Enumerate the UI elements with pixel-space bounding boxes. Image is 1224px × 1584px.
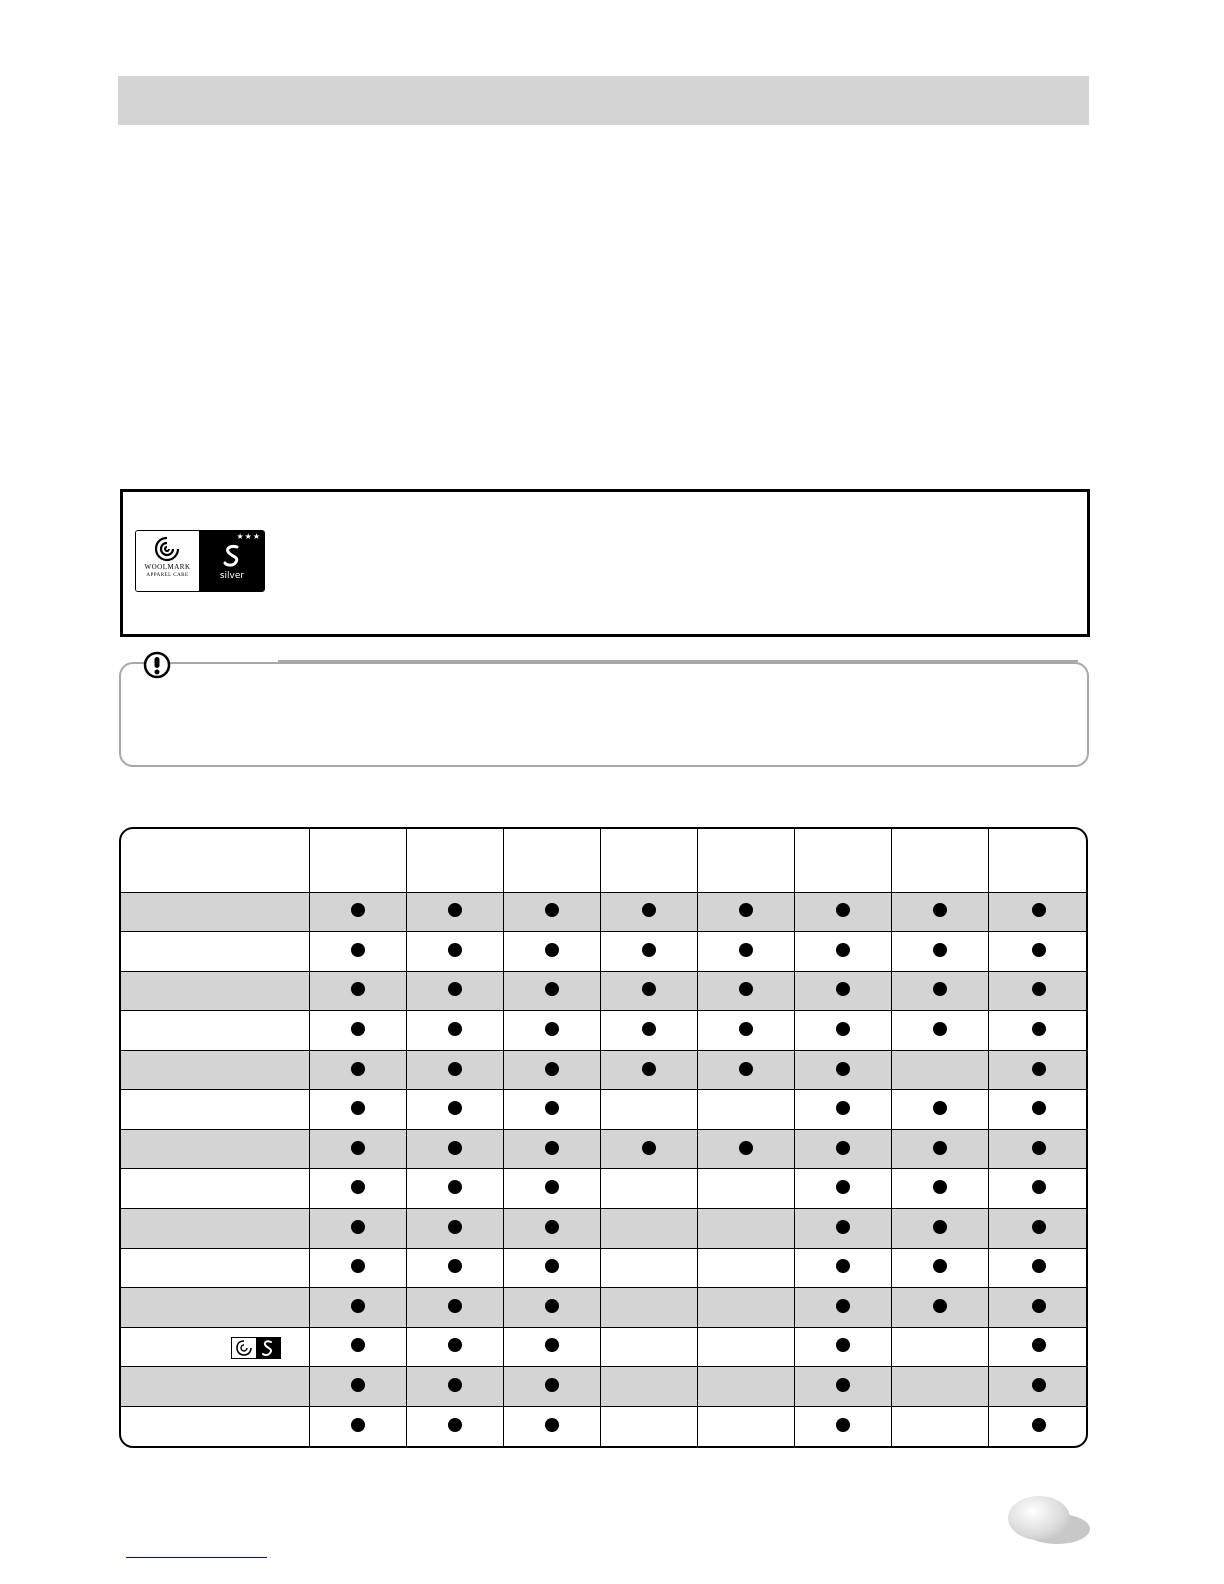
option-cell <box>988 1050 1088 1090</box>
row-label-cell <box>121 892 309 932</box>
option-cell <box>309 971 406 1011</box>
option-cell <box>309 1248 406 1288</box>
option-cell <box>891 932 988 972</box>
table-row <box>121 1050 1088 1090</box>
available-dot-icon <box>1032 1299 1046 1313</box>
mini-woolmark-logo <box>231 1337 281 1359</box>
available-dot-icon <box>448 1101 462 1115</box>
table-row <box>121 971 1088 1011</box>
option-cell <box>988 1209 1088 1249</box>
option-cell <box>697 1129 794 1169</box>
row-label-cell <box>121 1011 309 1051</box>
available-dot-icon <box>642 903 656 917</box>
option-cell <box>406 892 503 932</box>
header-cell <box>891 829 988 892</box>
option-cell <box>406 1050 503 1090</box>
row-label-cell <box>121 1050 309 1090</box>
available-dot-icon <box>545 1338 559 1352</box>
option-cell <box>503 1288 600 1328</box>
option-cell <box>309 1129 406 1169</box>
available-dot-icon <box>351 1220 365 1234</box>
available-dot-icon <box>836 943 850 957</box>
available-dot-icon <box>1032 943 1046 957</box>
wool-ball-icon <box>152 535 182 563</box>
available-dot-icon <box>933 982 947 996</box>
option-cell <box>794 1050 891 1090</box>
option-cell <box>697 1209 794 1249</box>
table-row <box>121 1090 1088 1130</box>
option-cell <box>406 1209 503 1249</box>
available-dot-icon <box>448 1299 462 1313</box>
available-dot-icon <box>1032 1180 1046 1194</box>
option-cell <box>697 1090 794 1130</box>
available-dot-icon <box>351 1180 365 1194</box>
option-cell <box>988 1327 1088 1367</box>
option-cell <box>794 971 891 1011</box>
option-cell <box>406 971 503 1011</box>
option-cell <box>309 1011 406 1051</box>
available-dot-icon <box>351 1062 365 1076</box>
option-cell <box>600 1248 697 1288</box>
available-dot-icon <box>642 1062 656 1076</box>
option-cell <box>503 1248 600 1288</box>
available-dot-icon <box>351 1378 365 1392</box>
option-cell <box>309 1327 406 1367</box>
option-cell <box>406 1090 503 1130</box>
available-dot-icon <box>448 1259 462 1273</box>
available-dot-icon <box>1032 1259 1046 1273</box>
option-cell <box>406 932 503 972</box>
available-dot-icon <box>836 1141 850 1155</box>
row-label-cell <box>121 1169 309 1209</box>
option-cell <box>309 1288 406 1328</box>
option-cell <box>988 932 1088 972</box>
available-dot-icon <box>836 1378 850 1392</box>
option-cell <box>309 1209 406 1249</box>
silver-label: silver <box>219 571 245 581</box>
option-cell <box>891 1169 988 1209</box>
available-dot-icon <box>1032 982 1046 996</box>
option-cell <box>988 1406 1088 1446</box>
option-cell <box>891 1327 988 1367</box>
available-dot-icon <box>739 903 753 917</box>
available-dot-icon <box>448 1022 462 1036</box>
available-dot-icon <box>739 1141 753 1155</box>
option-cell <box>988 1248 1088 1288</box>
available-dot-icon <box>642 1022 656 1036</box>
option-cell <box>697 1288 794 1328</box>
option-cell <box>988 1169 1088 1209</box>
available-dot-icon <box>933 903 947 917</box>
available-dot-icon <box>351 903 365 917</box>
table-row <box>121 1248 1088 1288</box>
option-cell <box>503 1129 600 1169</box>
available-dot-icon <box>448 1338 462 1352</box>
table-row <box>121 1288 1088 1328</box>
program-option-table <box>119 827 1088 1448</box>
section-header-bar <box>118 76 1089 125</box>
woolmark-logo-subword: APPAREL CARE <box>146 573 189 578</box>
header-cell <box>697 829 794 892</box>
option-cell <box>406 1327 503 1367</box>
option-cell <box>309 892 406 932</box>
available-dot-icon <box>448 1062 462 1076</box>
option-cell <box>309 1367 406 1407</box>
option-cell <box>600 1327 697 1367</box>
option-cell <box>891 1406 988 1446</box>
option-cell <box>794 1209 891 1249</box>
option-cell <box>600 1288 697 1328</box>
option-cell <box>891 1090 988 1130</box>
row-label-cell <box>121 1209 309 1249</box>
available-dot-icon <box>642 982 656 996</box>
option-cell <box>503 1169 600 1209</box>
row-label-cell <box>121 1248 309 1288</box>
table-row <box>121 1209 1088 1249</box>
mini-s-swirl-icon <box>256 1338 280 1358</box>
option-cell <box>794 1090 891 1130</box>
available-dot-icon <box>448 1180 462 1194</box>
option-cell <box>697 1011 794 1051</box>
available-dot-icon <box>545 1220 559 1234</box>
available-dot-icon <box>545 1180 559 1194</box>
available-dot-icon <box>836 1022 850 1036</box>
row-label-cell <box>121 1090 309 1130</box>
option-cell <box>600 1050 697 1090</box>
option-cell <box>988 1367 1088 1407</box>
available-dot-icon <box>351 1299 365 1313</box>
option-cell <box>697 1406 794 1446</box>
option-cell <box>988 971 1088 1011</box>
header-cell <box>600 829 697 892</box>
available-dot-icon <box>933 1220 947 1234</box>
available-dot-icon <box>933 1299 947 1313</box>
table-row <box>121 1169 1088 1209</box>
available-dot-icon <box>836 982 850 996</box>
available-dot-icon <box>448 982 462 996</box>
option-cell <box>406 1248 503 1288</box>
option-cell <box>600 932 697 972</box>
available-dot-icon <box>739 1062 753 1076</box>
available-dot-icon <box>448 1378 462 1392</box>
available-dot-icon <box>1032 1418 1046 1432</box>
option-cell <box>406 1169 503 1209</box>
option-cell <box>891 1288 988 1328</box>
row-label-cell <box>121 1129 309 1169</box>
option-cell <box>988 1090 1088 1130</box>
mini-wool-ball-icon <box>232 1338 256 1358</box>
available-dot-icon <box>933 1101 947 1115</box>
exclamation-icon <box>143 651 171 679</box>
option-cell <box>794 1129 891 1169</box>
header-cell <box>988 829 1088 892</box>
available-dot-icon <box>1032 1101 1046 1115</box>
available-dot-icon <box>1032 1338 1046 1352</box>
option-cell <box>406 1011 503 1051</box>
table-row <box>121 1367 1088 1407</box>
available-dot-icon <box>1032 1378 1046 1392</box>
option-cell <box>503 1367 600 1407</box>
available-dot-icon <box>836 1101 850 1115</box>
available-dot-icon <box>448 943 462 957</box>
available-dot-icon <box>739 943 753 957</box>
available-dot-icon <box>836 1418 850 1432</box>
option-cell <box>988 892 1088 932</box>
option-cell <box>988 1129 1088 1169</box>
available-dot-icon <box>642 943 656 957</box>
option-cell <box>600 1011 697 1051</box>
available-dot-icon <box>351 1022 365 1036</box>
available-dot-icon <box>545 1062 559 1076</box>
header-cell <box>309 829 406 892</box>
option-cell <box>697 1169 794 1209</box>
available-dot-icon <box>351 1101 365 1115</box>
option-cell <box>503 1011 600 1051</box>
option-cell <box>794 1288 891 1328</box>
option-cell <box>503 971 600 1011</box>
silver-logo-panel <box>200 531 264 591</box>
header-cell <box>406 829 503 892</box>
available-dot-icon <box>836 1220 850 1234</box>
option-cell <box>697 932 794 972</box>
table-row <box>121 1011 1088 1051</box>
available-dot-icon <box>1032 1141 1046 1155</box>
table-row <box>121 892 1088 932</box>
woolmark-logo-emblem <box>136 531 200 591</box>
page-number-badge <box>1008 1496 1070 1540</box>
row-label-cell <box>121 971 309 1011</box>
option-cell <box>406 1367 503 1407</box>
available-dot-icon <box>448 1141 462 1155</box>
header-cell <box>794 829 891 892</box>
option-cell <box>406 1406 503 1446</box>
available-dot-icon <box>351 1338 365 1352</box>
available-dot-icon <box>642 1141 656 1155</box>
woolmark-info-box <box>120 489 1090 637</box>
available-dot-icon <box>1032 903 1046 917</box>
available-dot-icon <box>933 1259 947 1273</box>
option-cell <box>891 1050 988 1090</box>
option-cell <box>697 1367 794 1407</box>
option-cell <box>309 1169 406 1209</box>
footer-link-underline[interactable] <box>126 1557 267 1558</box>
available-dot-icon <box>545 1418 559 1432</box>
row-label-cell <box>121 1367 309 1407</box>
option-cell <box>600 1169 697 1209</box>
header-cell <box>503 829 600 892</box>
woolmark-logo <box>135 530 265 592</box>
available-dot-icon <box>1032 1220 1046 1234</box>
option-cell <box>794 1169 891 1209</box>
available-dot-icon <box>545 1378 559 1392</box>
option-cell <box>794 1327 891 1367</box>
available-dot-icon <box>545 1101 559 1115</box>
available-dot-icon <box>545 903 559 917</box>
available-dot-icon <box>545 1259 559 1273</box>
row-label-cell <box>121 1327 309 1367</box>
option-cell <box>503 1209 600 1249</box>
available-dot-icon <box>448 1418 462 1432</box>
option-cell <box>406 1288 503 1328</box>
option-cell <box>891 892 988 932</box>
caution-note-box <box>119 662 1089 767</box>
available-dot-icon <box>351 1418 365 1432</box>
option-cell <box>600 892 697 932</box>
option-cell <box>794 1011 891 1051</box>
available-dot-icon <box>545 1141 559 1155</box>
program-option-grid <box>121 829 1088 1446</box>
option-cell <box>891 1367 988 1407</box>
woolmark-logo-word: WOOLMARK <box>144 563 191 571</box>
table-row <box>121 1406 1088 1446</box>
option-cell <box>794 932 891 972</box>
option-cell <box>794 1406 891 1446</box>
available-dot-icon <box>1032 1062 1046 1076</box>
option-cell <box>309 1406 406 1446</box>
available-dot-icon <box>739 1022 753 1036</box>
option-cell <box>600 1367 697 1407</box>
option-cell <box>503 1327 600 1367</box>
rating-stars: ★★★ <box>236 532 261 541</box>
option-cell <box>600 1129 697 1169</box>
available-dot-icon <box>836 1062 850 1076</box>
option-cell <box>600 971 697 1011</box>
row-label-cell <box>121 932 309 972</box>
option-cell <box>891 1248 988 1288</box>
available-dot-icon <box>933 1141 947 1155</box>
available-dot-icon <box>545 982 559 996</box>
available-dot-icon <box>448 1220 462 1234</box>
option-cell <box>406 1129 503 1169</box>
table-row <box>121 1129 1088 1169</box>
available-dot-icon <box>351 1141 365 1155</box>
available-dot-icon <box>545 1299 559 1313</box>
option-cell <box>697 1327 794 1367</box>
option-cell <box>697 971 794 1011</box>
caution-note-rule <box>278 660 1078 662</box>
option-cell <box>988 1011 1088 1051</box>
option-cell <box>891 1209 988 1249</box>
available-dot-icon <box>1032 1022 1046 1036</box>
option-cell <box>309 1050 406 1090</box>
available-dot-icon <box>836 1299 850 1313</box>
available-dot-icon <box>933 943 947 957</box>
table-row <box>121 932 1088 972</box>
s-swirl-icon <box>220 543 244 569</box>
option-cell <box>794 1367 891 1407</box>
available-dot-icon <box>933 1022 947 1036</box>
option-cell <box>503 892 600 932</box>
available-dot-icon <box>545 943 559 957</box>
option-cell <box>697 1050 794 1090</box>
row-label-cell <box>121 1406 309 1446</box>
option-cell <box>600 1090 697 1130</box>
available-dot-icon <box>836 1338 850 1352</box>
option-cell <box>794 892 891 932</box>
available-dot-icon <box>351 982 365 996</box>
available-dot-icon <box>836 1180 850 1194</box>
header-cell <box>121 829 309 892</box>
option-cell <box>309 932 406 972</box>
available-dot-icon <box>351 1259 365 1273</box>
option-cell <box>891 1129 988 1169</box>
option-cell <box>697 892 794 932</box>
option-cell <box>503 932 600 972</box>
option-cell <box>697 1248 794 1288</box>
option-cell <box>503 1090 600 1130</box>
option-cell <box>794 1248 891 1288</box>
option-cell <box>503 1050 600 1090</box>
option-cell <box>600 1209 697 1249</box>
available-dot-icon <box>933 1180 947 1194</box>
option-cell <box>891 1011 988 1051</box>
table-row <box>121 1327 1088 1367</box>
available-dot-icon <box>545 1022 559 1036</box>
available-dot-icon <box>836 1259 850 1273</box>
option-cell <box>503 1406 600 1446</box>
available-dot-icon <box>836 903 850 917</box>
option-cell <box>309 1090 406 1130</box>
option-cell <box>891 971 988 1011</box>
available-dot-icon <box>351 943 365 957</box>
available-dot-icon <box>448 903 462 917</box>
available-dot-icon <box>739 982 753 996</box>
option-cell <box>988 1288 1088 1328</box>
table-header-row <box>121 829 1088 892</box>
option-cell <box>600 1406 697 1446</box>
row-label-cell <box>121 1288 309 1328</box>
